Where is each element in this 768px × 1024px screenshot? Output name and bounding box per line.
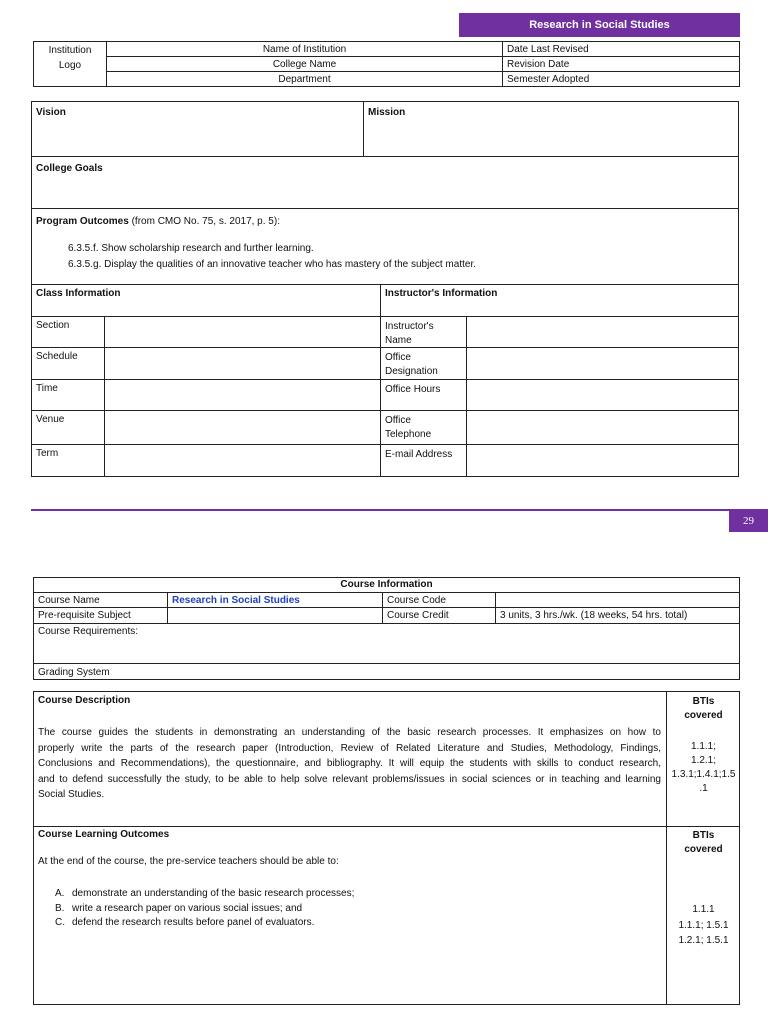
instructor-label-line: Name bbox=[385, 335, 412, 346]
class-label-term: Term bbox=[36, 448, 59, 459]
outcome-text: demonstrate an understanding of the basic research processes; bbox=[72, 888, 355, 899]
learning-outcomes-list bbox=[55, 887, 354, 931]
class-information-header: Class Information bbox=[36, 288, 121, 299]
course-name-label: Course Name bbox=[38, 595, 100, 606]
program-outcomes-heading bbox=[36, 216, 280, 227]
btis-header-line: BTIs bbox=[692, 696, 715, 707]
outcomes-btis-values bbox=[667, 902, 740, 949]
instructor-label-designation bbox=[385, 351, 438, 379]
revision-date-cell: Revision Date bbox=[502, 56, 740, 72]
description-line: The course guides the students in demonstrating an understanding of the basic research processes. It emphasizes on how to bbox=[38, 727, 661, 738]
instructor-label-line: Instructor's bbox=[385, 321, 434, 332]
bti-value: 1.1.1; 1.5.1 bbox=[678, 919, 729, 931]
class-label-time: Time bbox=[36, 383, 58, 394]
department-cell: Department bbox=[106, 71, 503, 87]
bti-value: 1.2.1; 1.5.1 bbox=[678, 935, 729, 946]
program-outcome-item: 6.3.5.f. Show scholarship research and further learning. bbox=[68, 243, 314, 254]
course-credit-label: Course Credit bbox=[387, 610, 449, 621]
mission-label: Mission bbox=[368, 107, 406, 118]
bti-value: 1.2.1; bbox=[690, 755, 717, 766]
description-line: properly write the parts of the research paper (Introduction, Review of Related Literature and Studies, Methodology, Findings, bbox=[38, 742, 661, 754]
instructor-label-line: Office Hours bbox=[385, 384, 441, 395]
page-divider bbox=[31, 509, 768, 511]
class-label-venue: Venue bbox=[36, 414, 65, 425]
outcome-text: defend the research results before panel of evaluators. bbox=[72, 917, 315, 928]
instructor-label-telephone bbox=[385, 414, 431, 442]
course-name-value: Research in Social Studies bbox=[172, 595, 300, 606]
grading-system-label: Grading System bbox=[38, 667, 110, 678]
instructor-label-line: E-mail Address bbox=[385, 449, 453, 460]
college-name-cell: College Name bbox=[106, 56, 503, 72]
instructor-label-line: Telephone bbox=[385, 429, 432, 440]
prereq-label: Pre-requisite Subject bbox=[38, 610, 131, 621]
institution-logo-label-2: Logo bbox=[58, 60, 82, 71]
program-outcomes-label: Program Outcomes bbox=[36, 216, 129, 227]
learning-outcomes-title: Course Learning Outcomes bbox=[38, 829, 170, 840]
class-label-section: Section bbox=[36, 320, 70, 331]
description-btis-values bbox=[667, 740, 740, 796]
learning-outcome-item bbox=[55, 902, 354, 917]
btis-header-line: covered bbox=[684, 844, 723, 855]
outcome-marker: C. bbox=[55, 917, 65, 928]
course-title-banner: Research in Social Studies bbox=[459, 13, 740, 37]
course-description-title: Course Description bbox=[38, 695, 131, 706]
program-outcome-item: 6.3.5.g. Display the qualities of an innovative teacher who has mastery of the subject matter. bbox=[68, 259, 477, 270]
course-description-text bbox=[38, 725, 661, 803]
course-credit-value: 3 units, 3 hrs./wk. (18 weeks, 54 hrs. total) bbox=[500, 610, 688, 621]
class-label-schedule: Schedule bbox=[36, 351, 78, 362]
college-goals-label: College Goals bbox=[36, 163, 103, 174]
instructor-label-line: Office bbox=[385, 352, 411, 363]
description-line: and to defend successfully the study, to be able to help solve relevant problems/issues in social sciences or in teaching and learning bbox=[38, 773, 661, 785]
description-line: Conclusions and Recommendations), the questionnaire, and bibliography. It will equip the students with skills to conduct research, bbox=[38, 758, 661, 769]
bti-value: 1.3.1;1.4.1;1.5 bbox=[671, 769, 736, 780]
learning-outcome-item bbox=[55, 916, 354, 931]
course-code-label: Course Code bbox=[387, 595, 446, 606]
bti-value: 1.1.1; bbox=[690, 741, 717, 752]
course-info-title: Course Information bbox=[340, 579, 433, 590]
instructor-label-office-hours bbox=[385, 383, 440, 397]
instructor-information-header: Instructor's Information bbox=[385, 288, 498, 299]
course-requirements-label: Course Requirements: bbox=[38, 626, 139, 637]
institution-logo-label: Institution bbox=[48, 45, 92, 56]
semester-adopted-cell: Semester Adopted bbox=[502, 71, 740, 87]
instructor-label-name bbox=[385, 320, 434, 348]
bti-value: .1 bbox=[699, 783, 708, 794]
date-last-revised-cell: Date Last Revised bbox=[502, 41, 740, 57]
btis-header-line: BTIs bbox=[692, 830, 715, 841]
instructor-label-line: Office bbox=[385, 415, 411, 426]
instructor-label-line: Designation bbox=[385, 366, 438, 377]
learning-outcomes-intro: At the end of the course, the pre-service teachers should be able to: bbox=[38, 856, 339, 867]
bti-value: 1.1.1 bbox=[692, 904, 715, 915]
outcome-text: write a research paper on various social issues; and bbox=[72, 902, 303, 914]
instructor-label-email bbox=[385, 448, 452, 462]
outcome-marker: B. bbox=[55, 902, 65, 914]
description-line: Social Studies. bbox=[38, 789, 105, 800]
page-number-badge: 29 bbox=[729, 511, 768, 532]
institution-name-cell: Name of Institution bbox=[106, 41, 503, 57]
learning-outcome-item bbox=[55, 887, 354, 902]
program-outcomes-source: (from CMO No. 75, s. 2017, p. 5): bbox=[128, 216, 280, 227]
institution-logo-cell bbox=[33, 41, 107, 87]
btis-header-line: covered bbox=[684, 710, 723, 721]
outcomes-btis-header bbox=[667, 829, 740, 857]
outcome-marker: A. bbox=[55, 888, 65, 899]
description-btis-header bbox=[667, 695, 740, 723]
vision-label: Vision bbox=[36, 107, 66, 118]
